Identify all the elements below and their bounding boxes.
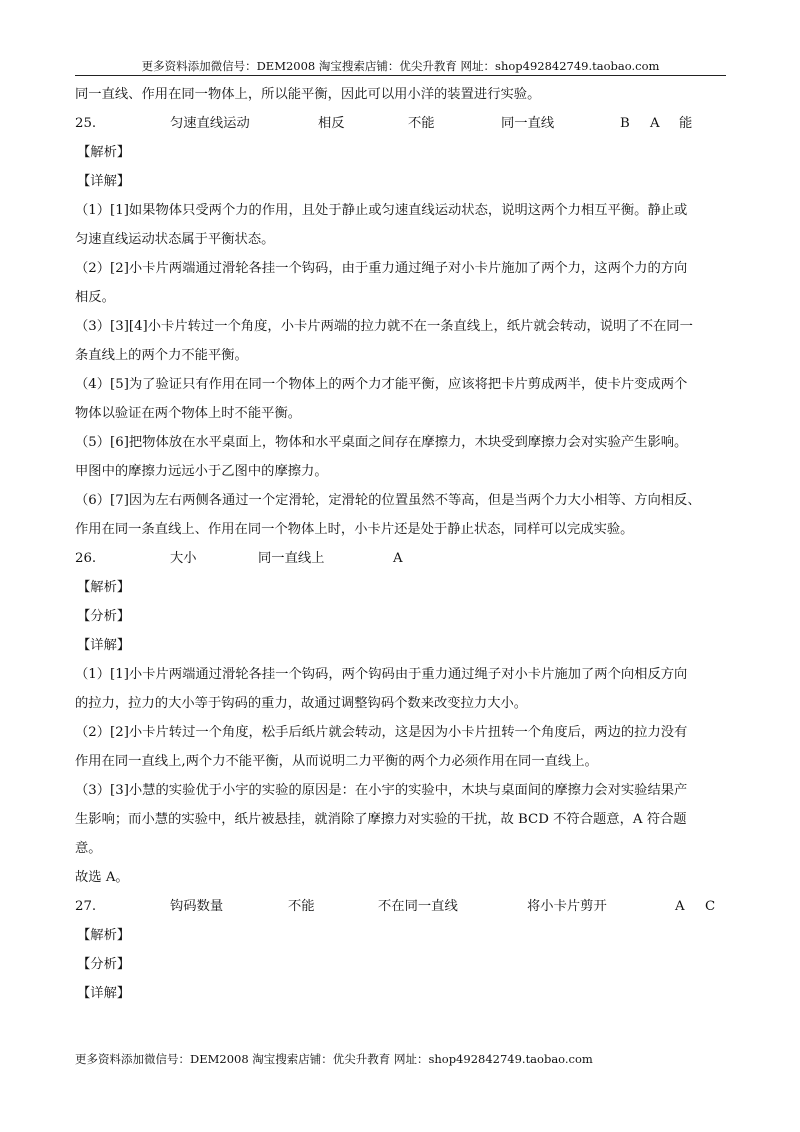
section-tag-jiexi: 【解析】: [77, 145, 131, 160]
answer-blank: A: [393, 551, 403, 566]
page-footer: 更多资料添加微信号：DEM2008 淘宝搜索店铺：优尖升教育 网址：shop492842749.taobao.com: [75, 1052, 593, 1066]
answer-blank: 将小卡片剪开: [527, 899, 607, 914]
text-line: （3）[3]小慧的实验优于小宇的实验的原因是：在小宇的实验中，木块与桌面间的摩擦力会对实验结果产: [75, 783, 688, 798]
text-line: 生影响；而小慧的实验中，纸片被悬挂，就消除了摩擦力对实验的干扰，故 BCD 不符合题意，A 符合题: [75, 812, 687, 827]
answer-blank: 大小: [170, 551, 197, 566]
text-line: 甲图中的摩擦力远远小于乙图中的摩擦力。: [75, 464, 328, 479]
answer-row-27: [75, 892, 726, 921]
answer-blank: A: [650, 116, 660, 131]
answer-blank: 钩码数量: [170, 899, 224, 914]
answer-blank: 不能: [408, 116, 435, 131]
text-line: 同一直线、作用在同一物体上，所以能平衡，因此可以用小洋的装置进行实验。: [75, 87, 541, 102]
section-tag-jiexi: 【解析】: [77, 580, 131, 595]
answer-blank: 能: [679, 116, 693, 131]
text-line: 相反。: [75, 290, 115, 305]
answer-blank: 相反: [318, 116, 345, 131]
section-tag-xiangjie: 【详解】: [77, 174, 131, 189]
answer-row-26: [75, 544, 726, 573]
text-line: 故选 A。: [75, 870, 129, 885]
page-header: 更多资料添加微信号：DEM2008 淘宝搜索店铺：优尖升教育 网址：shop492842749.taobao.com: [141, 59, 660, 73]
text-line: 的拉力，拉力的大小等于钩码的重力，故通过调整钩码个数来改变拉力大小。: [75, 696, 528, 711]
text-line: （1）[1]如果物体只受两个力的作用，且处于静止或匀速直线运动状态，说明这两个力相互平衡。静止或: [75, 203, 688, 218]
text-line: 物体以验证在两个物体上时不能平衡。: [75, 406, 302, 421]
text-line: 条直线上的两个力不能平衡。: [75, 348, 248, 363]
section-tag-xiangjie: 【详解】: [77, 638, 131, 653]
text-line: （4）[5]为了验证只有作用在同一个物体上的两个力才能平衡，应该将把卡片剪成两半，使卡片变成两个: [75, 377, 688, 392]
section-tag-xiangjie: 【详解】: [77, 986, 131, 1001]
header-divider: [75, 75, 726, 76]
text-line: 作用在同一条直线上、作用在同一个物体上时，小卡片还是处于静止状态，同样可以完成实验。: [75, 522, 634, 537]
section-tag-fenxi: 【分析】: [77, 957, 131, 972]
text-line: （6）[7]因为左右两侧各通过一个定滑轮，定滑轮的位置虽然不等高，但是当两个力大小相等、方向相反、: [75, 493, 701, 508]
answer-blank: 同一直线上: [258, 551, 325, 566]
text-line: （1）[1]小卡片两端通过滑轮各挂一个钩码，两个钩码由于重力通过绳子对小卡片施加了两个向相反方向: [75, 667, 688, 682]
text-line: 匀速直线运动状态属于平衡状态。: [75, 232, 275, 247]
question-number: 27.: [75, 899, 97, 914]
answer-blank: 不在同一直线: [378, 899, 458, 914]
text-line: （5）[6]把物体放在水平桌面上，物体和水平桌面之间存在摩擦力，木块受到摩擦力会对实验产生影响。: [75, 435, 688, 450]
answer-blank: B: [620, 116, 630, 131]
text-line: （3）[3][4]小卡片转过一个角度，小卡片两端的拉力就不在一条直线上，纸片就会转动，说明了不在同一: [75, 319, 693, 334]
answer-blank: 匀速直线运动: [170, 116, 250, 131]
answer-blank: A: [675, 899, 685, 914]
text-line: 意。: [75, 841, 102, 856]
section-tag-jiexi: 【解析】: [77, 928, 131, 943]
section-tag-fenxi: 【分析】: [77, 609, 131, 624]
document-body: [75, 80, 726, 1008]
answer-blank: C: [705, 899, 716, 914]
text-line: 作用在同一直线上,两个力不能平衡，从而说明二力平衡的两个力必须作用在同一直线上。: [75, 754, 598, 769]
text-line: （2）[2]小卡片两端通过滑轮各挂一个钩码，由于重力通过绳子对小卡片施加了两个力，这两个力的方向: [75, 261, 688, 276]
answer-blank: 不能: [288, 899, 315, 914]
answer-row-25: [75, 109, 726, 138]
text-line: （2）[2]小卡片转过一个角度，松手后纸片就会转动，这是因为小卡片扭转一个角度后，两边的拉力没有: [75, 725, 688, 740]
question-number: 26.: [75, 551, 97, 566]
question-number: 25.: [75, 116, 97, 131]
answer-blank: 同一直线: [501, 116, 555, 131]
